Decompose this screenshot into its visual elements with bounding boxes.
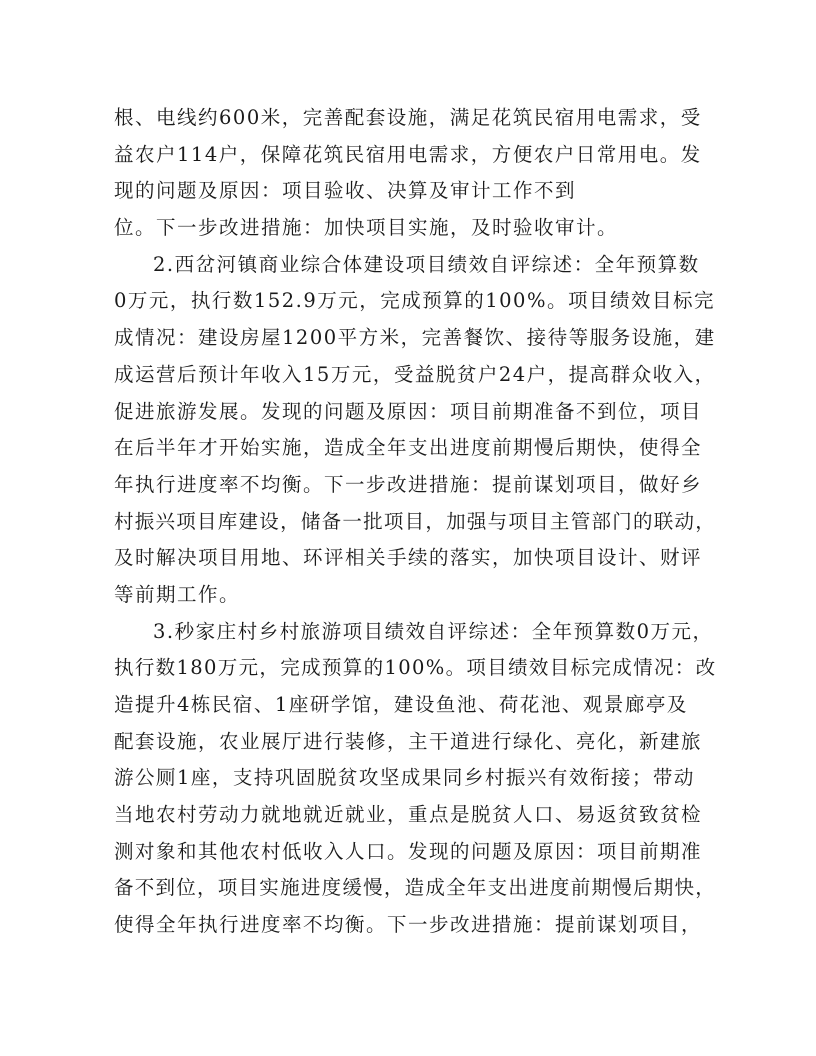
text-line: 位。下一步改进措施：加快项目实施，及时验收审计。 — [114, 216, 619, 240]
text-line: 等前期工作。 — [114, 582, 241, 606]
text-line: 及时解决项目用地、环评相关手续的落实，加快项目设计、财评 — [114, 546, 703, 570]
text-line: 益农户114户，保障花筑民宿用电需求，方便农户日常用电。发 — [114, 142, 702, 166]
text-line: 0万元，执行数152.9万元，完成预算的100%。项目绩效目标完 — [114, 289, 715, 313]
text-line: 村振兴项目库建设，储备一批项目，加强与项目主管部门的联动， — [114, 509, 716, 533]
text-line: 根、电线约600米，完善配套设施，满足花筑民宿用电需求，受 — [114, 106, 702, 129]
text-line: 当地农村劳动力就地就近就业，重点是脱贫人口、易返贫致贫检 — [114, 803, 703, 827]
text-line: 游公厕1座，支持巩固脱贫攻坚成果同乡村振兴有效衔接；带动 — [114, 766, 695, 790]
text-line: 成情况：建设房屋1200平方米，完善餐饮、接待等服务设施，建 — [114, 326, 716, 350]
body-text — [114, 100, 716, 944]
text-line: 使得全年执行进度率不均衡。下一步改进措施：提前谋划项目， — [114, 913, 703, 937]
paragraph-start-line: 3.秒家庄村乡村旅游项目绩效自评综述：全年预算数0万元， — [153, 619, 714, 643]
text-line: 成运营后预计年收入15万元，受益脱贫户24户，提高群众收入， — [114, 362, 716, 386]
text-line: 执行数180万元，完成预算的100%。项目绩效目标完成情况：改 — [114, 656, 717, 680]
text-line: 备不到位，项目实施进度缓慢，造成全年支出进度前期慢后期快， — [114, 876, 716, 900]
text-line: 现的问题及原因：项目验收、决算及审计工作不到 — [114, 179, 577, 203]
text-line: 年执行进度率不均衡。下一步改进措施：提前谋划项目，做好乡 — [114, 472, 703, 496]
text-line: 配套设施，农业展厅进行装修，主干道进行绿化、亮化，新建旅 — [114, 729, 703, 753]
paragraph-start-line: 2.西岔河镇商业综合体建设项目绩效自评综述：全年预算数 — [153, 252, 700, 276]
text-line: 测对象和其他农村低收入人口。发现的问题及原因：项目前期准 — [114, 839, 703, 863]
text-line: 促进旅游发展。发现的问题及原因：项目前期准备不到位，项目 — [114, 399, 703, 423]
text-line: 造提升4栋民宿、1座研学馆，建设鱼池、荷花池、观景廊亭及 — [114, 693, 688, 716]
text-line: 在后半年才开始实施，造成全年支出进度前期慢后期快，使得全 — [114, 436, 703, 460]
